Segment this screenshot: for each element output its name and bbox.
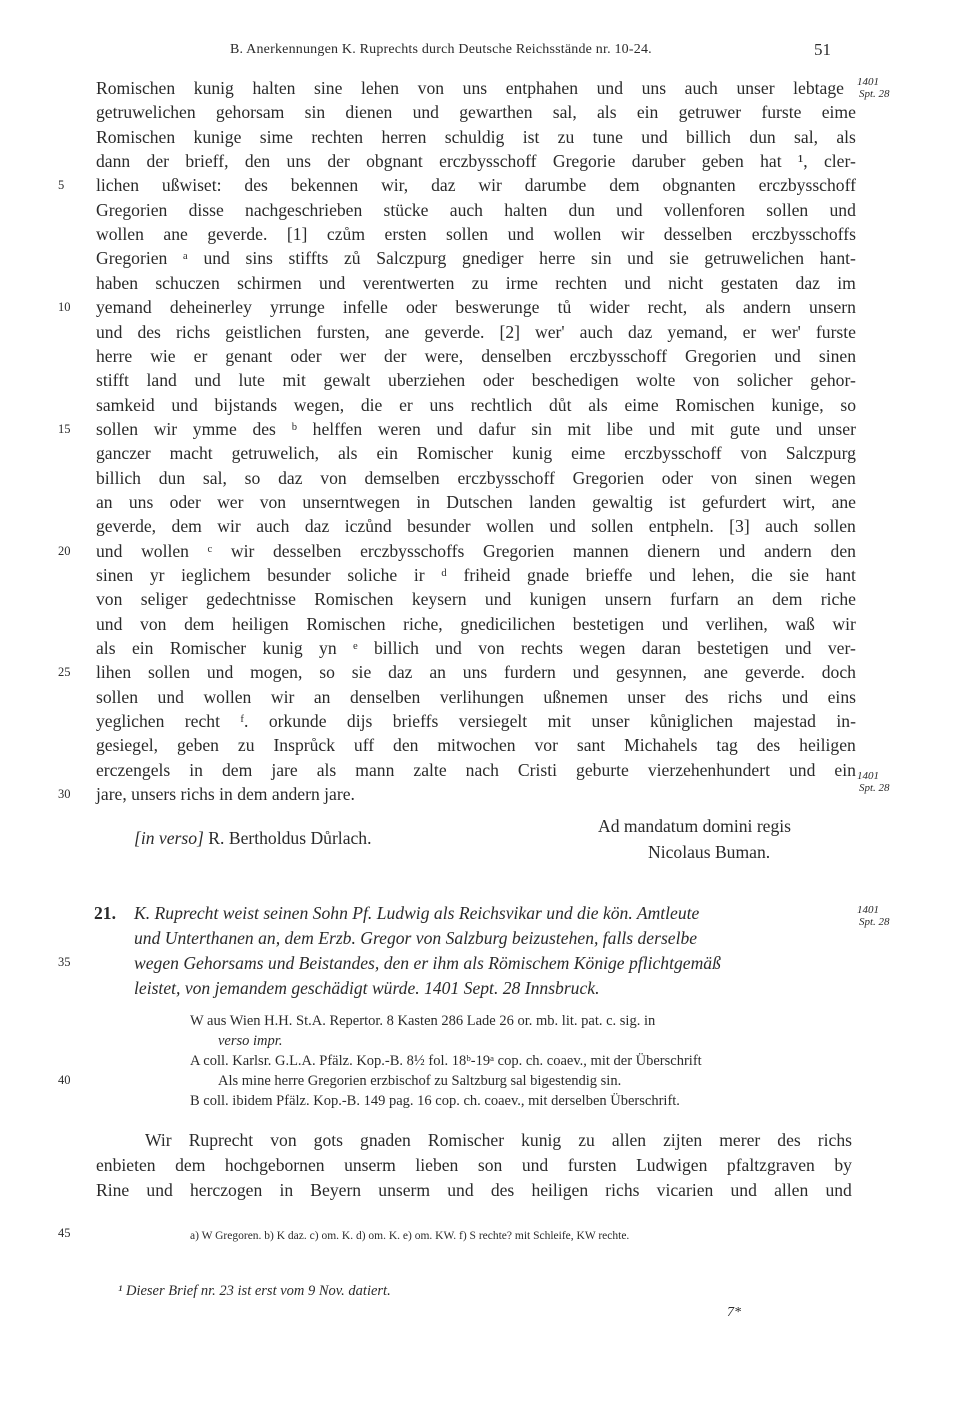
text-line: gesiegel, geben zu Insprůck uff den mitwochen vor sant Michahels tag des heiligen <box>96 735 856 756</box>
body2-line: enbieten dem hochgebornen unserm lieben son und fursten Ludwigen pfaltzgraven by <box>96 1155 852 1175</box>
running-title: B. Anerkennungen K. Ruprechts durch Deutsche Reichsstände nr. 10-24. <box>230 42 652 57</box>
source-line: verso impr. <box>218 1033 283 1049</box>
signature-mark: 7* <box>727 1305 741 1320</box>
text-line: yemand deheinerley yrrunge infelle oder beswerunge tů wider recht, als andern unsern <box>96 297 856 318</box>
text-line: billich dun sal, so daz von demselben erczbysschoff Gregorien oder von sinen wegen <box>96 467 856 488</box>
footnotes-apparatus: a) W Gregoren. b) K daz. c) om. K. d) om. K. e) om. KW. f) S rechte? mit Schleife, KW rechte. <box>190 1230 630 1242</box>
body2-line: Rine und herczogen in Beyern unserm und des heiligen richs vicarien und allen und <box>96 1180 852 1200</box>
line-number: 35 <box>58 955 71 969</box>
page-number: 51 <box>814 40 831 59</box>
source-line: Als mine herre Gregorien erzbischof zu Saltzburg sal bigestendig sin. <box>218 1073 622 1089</box>
signoff-right-2: Nicolaus Buman. <box>648 842 771 862</box>
section-heading-line: und Unterthanen an, dem Erzb. Gregor von Salzburg beizustehen, falls derselbe <box>134 928 698 948</box>
text-line: als ein Romischer kunig yn ᵉ billich und von rechts wegen daran bestetigen und ver- <box>96 638 856 659</box>
source-line: W aus Wien H.H. St.A. Repertor. 8 Kasten 286 Lade 26 or. mb. lit. pat. c. sig. in <box>190 1013 656 1029</box>
signoff-right-1: Ad mandatum domini regis <box>598 816 792 836</box>
text-line: erczengels in dem jare als mann zalte nach Cristi geburte vierzehenhundert und ein <box>96 759 856 780</box>
source-line: A coll. Karlsr. G.L.A. Pfälz. Kop.-B. 8½ fol. 18ᵇ-19ᵃ cop. ch. coaev., mit der Überschrift <box>190 1053 702 1069</box>
text-line: sollen wir ymme des ᵇ helffen weren und dafur sin mit libe und mit gute und unser <box>96 418 856 439</box>
text-line: Romischen kunig halten sine lehen von uns entphahen und uns auch unser lebtage <box>96 78 844 98</box>
text-line: Gregorien ᵃ und sins stiffts zů Salczpurg gnediger herre sin und sie getruwelichen hant- <box>96 248 856 269</box>
text-line: getruwelichen gehorsam sin dienen und gewarthen sal, als ein getruwer furste eime <box>96 102 856 123</box>
page-header <box>0 40 960 66</box>
text-line: und wollen ᶜ wir desselben erczbysschoffs Gregorien mannen dienern und andern den <box>96 540 856 561</box>
text-line: sinen yr ieglichem besunder soliche ir ᵈ friheid gnade brieffe und lehen, die sie hant <box>96 565 856 585</box>
margin-date-top: 1401 Spt. 28 <box>857 76 890 100</box>
line-number: 40 <box>58 1073 71 1087</box>
line-number: 30 <box>58 787 71 802</box>
line-number: 25 <box>58 665 71 680</box>
text-line: und des richs geistlichen fursten, ane geverde. [2] wer' auch daz yemand, er wer' furste <box>96 321 856 342</box>
text-line: jare, unsers richs in dem andern jare. <box>96 784 355 805</box>
text-line: stifft land und lute mit gewalt uberziehen oder beschedigen wolte von solicher gehor- <box>96 370 856 391</box>
text-line: von seliger gedechtnisse Romischen keysern und kunigen unsern furfarn an dem riche <box>96 589 856 610</box>
text-line: haben schuczen schirmen und verentwerten zu irme rechten und nicht gestaten daz im <box>96 272 856 293</box>
text-line: lihen sollen und mogen, so sie daz an uns furdern und gesynnen, ane geverde. doch <box>96 662 856 683</box>
text-line: geverde, dem wir auch daz iczůnd besunder wollen und sollen entpheln. [3] auch sollen <box>96 516 856 537</box>
line-number: 20 <box>58 543 71 558</box>
text-line: ganczer macht getruwelich, als ein Romischer kunig eime erczbysschoff von Salczpurg <box>96 443 856 464</box>
signoff-left: [in verso] R. Bertholdus Důrlach. <box>134 828 372 848</box>
text-line: sollen und wollen wir an denselben verlihungen ußnemen unser des richs und eins <box>96 686 856 707</box>
footnote-1: ¹ Dieser Brief nr. 23 ist erst vom 9 Nov. datiert. <box>118 1283 391 1299</box>
section-heading-line: leistet, von jemandem geschädigt würde. 1401 Sept. 28 Innsbruck. <box>134 978 600 998</box>
text-line: yeglichen recht ᶠ. orkunde dijs brieffs versiegelt mit unser kůniglichen majestad in- <box>96 711 856 732</box>
text-line: Gregorien disse nachgeschrieben stücke auch halten dun und vollenforen sollen und <box>96 199 856 220</box>
margin-date-section: 1401 Spt. 28 <box>857 904 890 928</box>
line-number: 45 <box>58 1226 71 1240</box>
text-line: herre wie er genant oder wer der were, denselben erczbysschoff Gregorien und sinen <box>96 345 856 366</box>
text-line: Romischen kunige sime rechten herren schuldig ist zu tune und billich dun sal, als <box>96 126 856 147</box>
section-heading-line: wegen Gehorsams und Beistandes, den er ihm als Römischem Könige pflichtgemäß <box>134 953 721 973</box>
line-number: 15 <box>58 421 71 436</box>
margin-date-end: 1401 Spt. 28 <box>857 770 890 794</box>
text-line: und von dem heiligen Romischen riche, gnedicilichen bestetigen und verlihen, waß wir <box>96 613 856 634</box>
text-line: dann der brieff, den uns der obgnant erczbysschoff Gregorie daruber geben hat ¹, cler- <box>96 151 856 172</box>
text-line: an uns oder wer von unserntwegen in Dutschen landen gewaltig ist gefurdert wirt, ane <box>96 491 856 512</box>
line-number: 10 <box>58 300 71 315</box>
section-heading-line: K. Ruprecht weist seinen Sohn Pf. Ludwig als Reichsvikar und die kön. Amtleute <box>134 903 700 923</box>
text-line: wollen ane geverde. [1] czům ersten sollen und wollen wir desselben erczbysschoffs <box>96 224 856 245</box>
section-number: 21. <box>94 903 116 923</box>
text-line: samkeid und bijstands wegen, die er uns rechtlich důt als eime Romischen kunige, so <box>96 394 856 415</box>
text-line: lichen ußwiset: des bekennen wir, daz wir darumbe dem obgnanten erczbysschoff <box>96 175 856 196</box>
source-line: B coll. ibidem Pfälz. Kop.-B. 149 pag. 16 cop. ch. coaev., mit derselben Überschrift. <box>190 1093 680 1109</box>
line-number: 5 <box>58 178 65 193</box>
body2-line: Wir Ruprecht von gots gnaden Romischer kunig zu allen zijten merer des richs <box>145 1130 852 1150</box>
